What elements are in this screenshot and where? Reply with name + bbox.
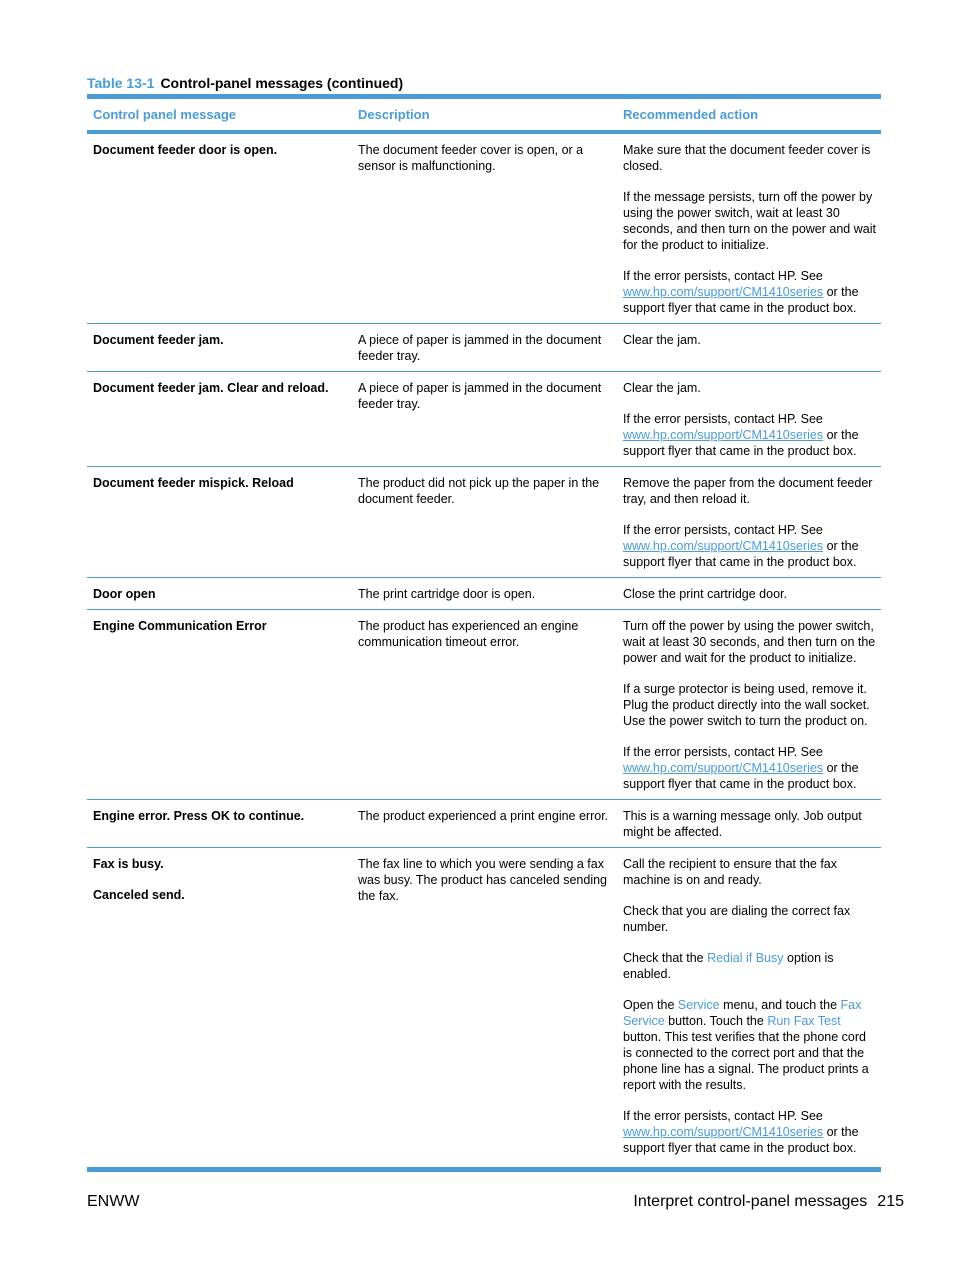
table-title: Control-panel messages (continued) [160, 75, 404, 91]
description-text: The fax line to which you were sending a fax was busy. The product has canceled sending the fax. [358, 857, 607, 903]
support-link[interactable]: www.hp.com/support/CM1410series [623, 1125, 824, 1139]
support-link[interactable]: www.hp.com/support/CM1410series [623, 539, 824, 553]
message-text: Document feeder door is open. [93, 143, 278, 157]
table-number: Table 13-1 [87, 75, 155, 91]
message-text: Engine Communication Error [93, 619, 267, 633]
header-description: Description [358, 107, 430, 122]
message-text: Document feeder mispick. Reload [93, 476, 294, 490]
message-text: Document feeder jam. Clear and reload. [93, 381, 329, 395]
table-row [87, 578, 881, 610]
action-text: If a surge protector is being used, remove it. Plug the product directly into the wall socket. Use the power switch to turn the product on. [623, 682, 870, 728]
table-row [87, 467, 881, 578]
action-text: Turn off the power by using the power switch, wait at least 30 seconds, and then turn on the power and wait for the product to initialize. [623, 619, 876, 665]
description-text: The document feeder cover is open, or a sensor is malfunctioning. [358, 143, 584, 173]
description-text: The product did not pick up the paper in the document feeder. [358, 476, 600, 506]
action-text: Remove the paper from the document feeder tray, and then reload it. [623, 476, 873, 506]
message-text: Canceled send. [93, 888, 185, 902]
description-text: A piece of paper is jammed in the document feeder tray. [358, 381, 602, 411]
action-text: If the error persists, contact HP. See www.hp.com/support/CM1410series or the support flyer that came in the product box. [623, 269, 859, 315]
action-text: If the message persists, turn off the power by using the power switch, wait at least 30 seconds, and then turn on the power and wait for the product to initialize. [623, 190, 876, 252]
action-text: If the error persists, contact HP. See www.hp.com/support/CM1410series or the support flyer that came in the product box. [623, 1109, 859, 1155]
message-text: Fax is busy. [93, 857, 164, 871]
message-text: Engine error. Press OK to continue. [93, 809, 305, 823]
header-action: Recommended action [623, 107, 759, 122]
service-menu-ref: Service [677, 998, 720, 1012]
action-text: If the error persists, contact HP. See www.hp.com/support/CM1410series or the support flyer that came in the product box. [623, 745, 859, 791]
table-row [87, 372, 881, 467]
table-bottom-rule [87, 1167, 881, 1172]
page-number: 215 [877, 1193, 904, 1210]
header-message: Control panel message [93, 107, 237, 122]
table-row [87, 610, 881, 800]
description-text: The print cartridge door is open. [358, 587, 536, 601]
action-text: If the error persists, contact HP. See www.hp.com/support/CM1410series or the support flyer that came in the product box. [623, 523, 859, 569]
footer-right [633, 1193, 904, 1211]
message-text: Door open [93, 587, 156, 601]
action-text: Clear the jam. [623, 333, 701, 347]
message-text: Document feeder jam. [93, 333, 224, 347]
description-text: A piece of paper is jammed in the document feeder tray. [358, 333, 602, 363]
action-text: Close the print cartridge door. [623, 587, 787, 601]
action-text: This is a warning message only. Job output might be affected. [623, 809, 862, 839]
description-text: The product has experienced an engine communication timeout error. [358, 619, 579, 649]
table-header [87, 99, 881, 134]
action-text: Check that you are dialing the correct fax number. [623, 904, 851, 934]
table-row [87, 324, 881, 372]
action-text: Check that the Redial if Busy option is enabled. [623, 951, 834, 981]
action-text: Call the recipient to ensure that the fax machine is on and ready. [623, 857, 838, 887]
fax-service-ref: Fax Service [623, 998, 862, 1028]
table-row [87, 848, 881, 1163]
support-link[interactable]: www.hp.com/support/CM1410series [623, 428, 824, 442]
run-fax-test-ref: Run Fax Test [767, 1014, 841, 1028]
action-text: Open the Service menu, and touch the Fax Service button. Touch the Run Fax Test button. This test verifies that the phone cord is connected to the correct port and that the phone line has a signal. The product prints a report with the results. [623, 998, 869, 1092]
description-text: The product experienced a print engine error. [358, 809, 609, 823]
support-link[interactable]: www.hp.com/support/CM1410series [623, 285, 824, 299]
support-link[interactable]: www.hp.com/support/CM1410series [623, 761, 824, 775]
redial-if-busy-option: Redial if Busy [707, 951, 784, 965]
table-caption [87, 75, 403, 91]
footer-section-title: Interpret control-panel messages [633, 1193, 868, 1210]
action-text: Make sure that the document feeder cover is closed. [623, 143, 871, 173]
action-text: If the error persists, contact HP. See www.hp.com/support/CM1410series or the support flyer that came in the product box. [623, 412, 859, 458]
control-panel-table [87, 94, 881, 1172]
action-text: Clear the jam. [623, 381, 701, 395]
footer-left: ENWW [87, 1193, 140, 1210]
table-row [87, 800, 881, 848]
table-row [87, 134, 881, 324]
